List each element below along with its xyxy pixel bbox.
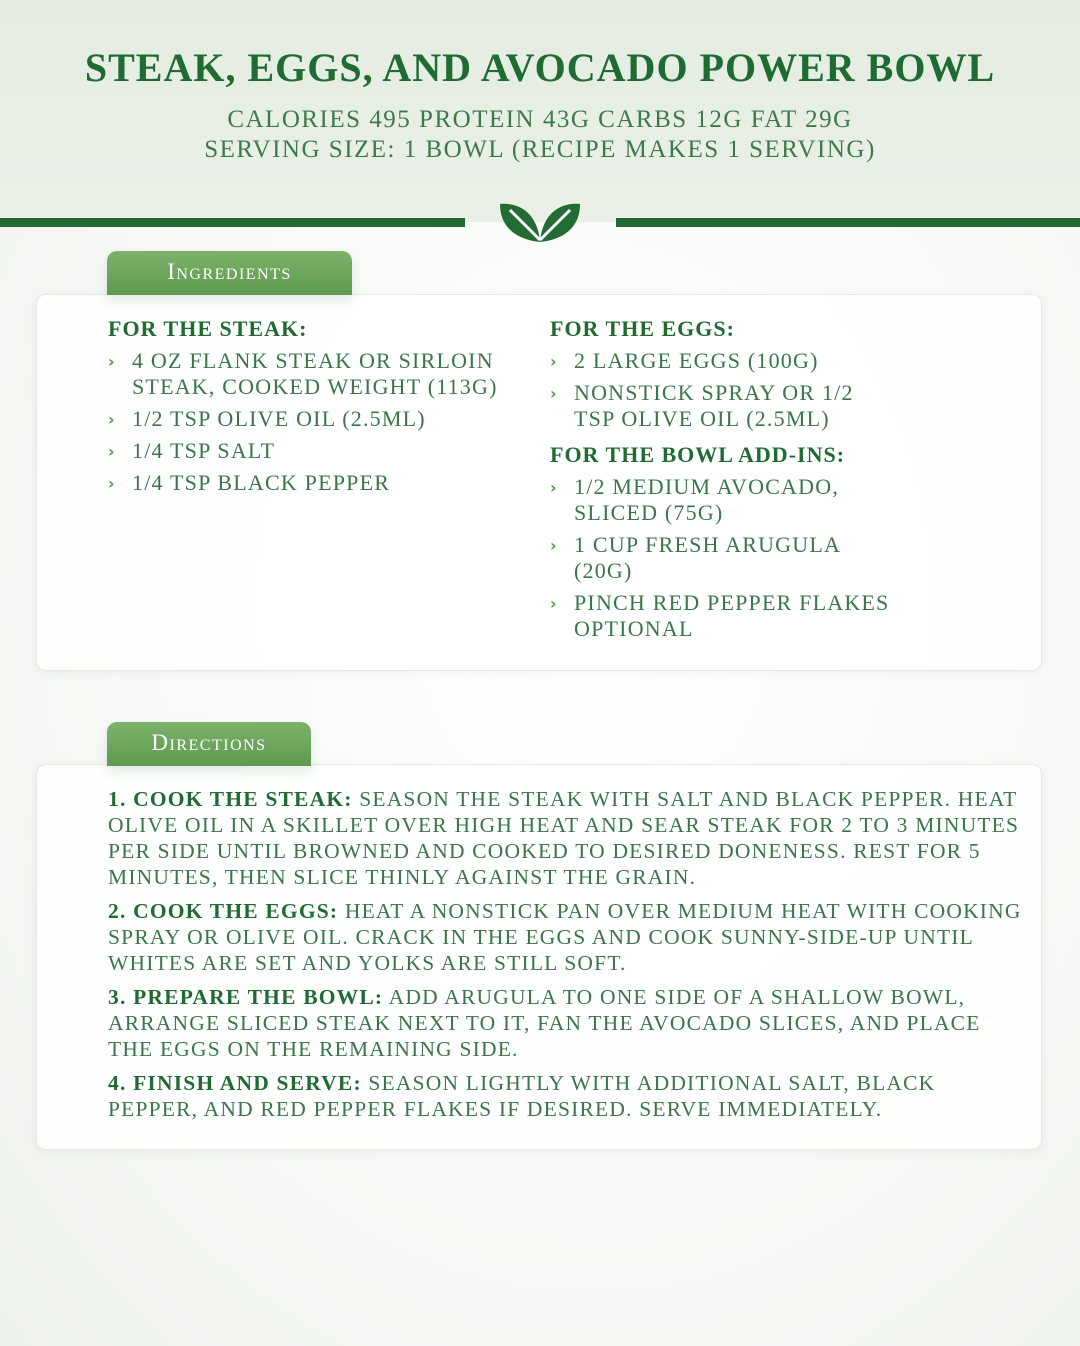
list-item: › 1/2 MEDIUM AVOCADO, SLICED (75G)	[550, 474, 840, 525]
step-text: ADD ARUGULA TO ONE SIDE OF A SHALLOW BOWL, ARRANGE SLICED STEAK NEXT TO IT, FAN THE AVOCADO SLICES, AND PLACE THE EGGS ON THE REMAINING SIDE.	[108, 985, 981, 1061]
leaf-icon	[490, 190, 590, 250]
list-item: › 1/4 TSP BLACK PEPPER	[108, 470, 391, 495]
step-text: SEASON THE STEAK WITH SALT AND BLACK PEPPER. HEAT OLIVE OIL IN A SKILLET OVER HIGH HEAT AND SEAR STEAK FOR 2 TO 3 MINUTES PER SIDE UNTIL BROWNED AND COOKED TO DESIRED DONENESS. REST FOR 5 MINUTES, THEN SLICE THINLY AGAINST THE GRAIN.	[108, 787, 1020, 889]
steak-heading: FOR THE STEAK:	[108, 316, 308, 341]
list-item: › 4 OZ FLANK STEAK OR SIRLOIN STEAK, COOKED WEIGHT (113G)	[108, 348, 498, 399]
eggs-addins-column	[550, 316, 890, 648]
ingredients-tab: Ingredients	[107, 251, 352, 295]
chevron-right-icon: ›	[550, 384, 558, 403]
steak-column	[108, 316, 518, 502]
chevron-right-icon: ›	[108, 352, 116, 371]
addins-heading: FOR THE BOWL ADD-INS:	[550, 442, 846, 467]
step-text: HEAT A NONSTICK PAN OVER MEDIUM HEAT WITH COOKING SPRAY OR OLIVE OIL. CRACK IN THE EGGS AND COOK SUNNY-SIDE-UP UNTIL WHITES ARE SET AND YOLKS ARE STILL SOFT.	[108, 899, 1022, 975]
chevron-right-icon: ›	[550, 594, 558, 613]
directions-list	[108, 786, 1028, 1130]
direction-step	[108, 984, 1028, 1062]
nutrition-line: CALORIES 495 PROTEIN 43G CARBS 12G FAT 29G	[227, 106, 853, 133]
eggs-heading: FOR THE EGGS:	[550, 316, 735, 341]
divider-right	[616, 218, 1080, 227]
chevron-right-icon: ›	[108, 442, 116, 461]
direction-step	[108, 1070, 1028, 1122]
serving-size-line: SERVING SIZE: 1 BOWL (RECIPE MAKES 1 SERVING)	[204, 136, 876, 163]
direction-step	[108, 898, 1028, 976]
step-text: SEASON LIGHTLY WITH ADDITIONAL SALT, BLACK PEPPER, AND RED PEPPER FLAKES IF DESIRED. SERVE IMMEDIATELY.	[108, 1071, 936, 1121]
chevron-right-icon: ›	[550, 536, 558, 555]
step-label: 2. COOK THE EGGS:	[108, 899, 339, 923]
list-item: › NONSTICK SPRAY OR 1/2 TSP OLIVE OIL (2.5ML)	[550, 380, 854, 431]
chevron-right-icon: ›	[108, 474, 116, 493]
chevron-right-icon: ›	[550, 478, 558, 497]
list-item: › 1/2 TSP OLIVE OIL (2.5ML)	[108, 406, 426, 431]
list-item: › 1/4 TSP SALT	[108, 438, 276, 463]
chevron-right-icon: ›	[550, 352, 558, 371]
step-label: 3. PREPARE THE BOWL:	[108, 985, 384, 1009]
step-label: 4. FINISH AND SERVE:	[108, 1071, 362, 1095]
directions-tab: Directions	[107, 722, 311, 766]
recipe-title: STEAK, EGGS, AND AVOCADO POWER BOWL	[84, 45, 996, 90]
direction-step	[108, 786, 1028, 890]
list-item: › 2 LARGE EGGS (100G)	[550, 348, 819, 373]
chevron-right-icon: ›	[108, 410, 116, 429]
step-label: 1. COOK THE STEAK:	[108, 787, 353, 811]
list-item: › PINCH RED PEPPER FLAKES OPTIONAL	[550, 590, 890, 641]
divider-left	[0, 218, 465, 227]
list-item: › 1 CUP FRESH ARUGULA (20G)	[550, 532, 840, 583]
